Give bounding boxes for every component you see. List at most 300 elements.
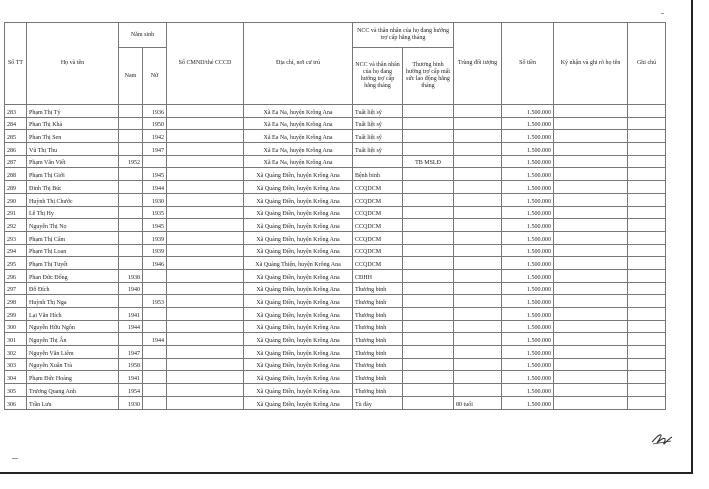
row-name: Nguyễn Xuân Trà — [27, 358, 119, 371]
row-birth-male: 1930 — [119, 396, 143, 409]
row-note — [628, 358, 666, 371]
row-note — [628, 269, 666, 282]
row-target — [454, 257, 502, 270]
row-amount: 1.500.000 — [502, 257, 554, 270]
row-address: Xã Quảng Điền, huyện Krông Ana — [244, 244, 353, 257]
row-amount: 1.500.000 — [502, 244, 554, 257]
row-birth-female: 1939 — [143, 231, 167, 244]
row-name: Nguyễn Thị Nọ — [27, 219, 119, 232]
row-note — [628, 244, 666, 257]
row-tb — [403, 231, 454, 244]
row-address: Xã Ea Na, huyện Krông Ana — [244, 130, 353, 143]
row-id — [167, 155, 244, 168]
table-row — [5, 143, 666, 156]
row-target — [454, 130, 502, 143]
row-note — [628, 231, 666, 244]
row-number: 303 — [5, 358, 27, 371]
row-birth-male: 1940 — [119, 282, 143, 295]
row-ncc: CCQDCM — [353, 219, 403, 232]
row-target — [454, 295, 502, 308]
row-birth-male — [119, 117, 143, 130]
row-birth-female — [143, 155, 167, 168]
row-number: 304 — [5, 371, 27, 384]
row-id — [167, 181, 244, 194]
signature-mark — [650, 428, 674, 448]
row-signature — [554, 358, 628, 371]
row-amount: 1.500.000 — [502, 282, 554, 295]
row-ncc: Thương binh — [353, 333, 403, 346]
row-signature — [554, 130, 628, 143]
row-tb — [403, 269, 454, 282]
row-birth-female: 1947 — [143, 143, 167, 156]
row-amount: 1.500.000 — [502, 320, 554, 333]
row-number: 295 — [5, 257, 27, 270]
row-name: Phạm Văn Viết — [27, 155, 119, 168]
row-note — [628, 257, 666, 270]
row-birth-female — [143, 384, 167, 397]
row-number: 299 — [5, 308, 27, 321]
row-tb — [403, 130, 454, 143]
header-sign: Ký nhận và ghi rõ họ tên — [554, 23, 628, 105]
row-name: Huỳnh Thị Chước — [27, 193, 119, 206]
row-signature — [554, 206, 628, 219]
row-tb — [403, 333, 454, 346]
row-ncc: Thương binh — [353, 358, 403, 371]
row-birth-female: 1945 — [143, 168, 167, 181]
table-row — [5, 105, 666, 118]
row-target — [454, 117, 502, 130]
row-signature — [554, 396, 628, 409]
row-amount: 1.500.000 — [502, 117, 554, 130]
row-name: Nguyễn Thị Ân — [27, 333, 119, 346]
row-signature — [554, 257, 628, 270]
row-target — [454, 168, 502, 181]
row-ncc: Thương binh — [353, 308, 403, 321]
row-name: Phạm Đức Hoàng — [27, 371, 119, 384]
row-birth-male — [119, 333, 143, 346]
row-address: Xã Quảng Điền, huyện Krông Ana — [244, 193, 353, 206]
row-address: Xã Quảng Điền, huyện Krông Ana — [244, 295, 353, 308]
row-target — [454, 320, 502, 333]
row-number: 296 — [5, 269, 27, 282]
row-amount: 1.500.000 — [502, 143, 554, 156]
row-amount: 1.500.000 — [502, 130, 554, 143]
row-name: Lại Văn Hích — [27, 308, 119, 321]
row-name: Đinh Thị Bút — [27, 181, 119, 194]
row-signature — [554, 193, 628, 206]
row-birth-male — [119, 257, 143, 270]
row-amount: 1.500.000 — [502, 155, 554, 168]
row-id — [167, 333, 244, 346]
row-tb — [403, 193, 454, 206]
row-target — [454, 143, 502, 156]
row-number: 288 — [5, 168, 27, 181]
row-address: Xã Quảng Điền, huyện Krông Ana — [244, 308, 353, 321]
row-tb — [403, 257, 454, 270]
row-tb — [403, 308, 454, 321]
row-id — [167, 384, 244, 397]
row-id — [167, 371, 244, 384]
row-target — [454, 193, 502, 206]
row-number: 291 — [5, 206, 27, 219]
table-row — [5, 193, 666, 206]
header-id: Số CMND/thẻ CCCD — [167, 23, 244, 105]
row-birth-male — [119, 105, 143, 118]
row-note — [628, 155, 666, 168]
row-name: Huỳnh Thị Nga — [27, 295, 119, 308]
table-row — [5, 346, 666, 359]
row-target — [454, 371, 502, 384]
row-birth-female — [143, 269, 167, 282]
row-signature — [554, 333, 628, 346]
row-tb — [403, 117, 454, 130]
header-ncc: NCC và thân nhân của họ đang hưởng trợ cấp hằng tháng — [353, 48, 403, 105]
row-id — [167, 358, 244, 371]
row-name: Phạm Thị Cẩm — [27, 231, 119, 244]
row-address: Xã Quảng Điền, huyện Krông Ana — [244, 231, 353, 244]
row-birth-female: 1936 — [143, 105, 167, 118]
row-signature — [554, 181, 628, 194]
row-tb — [403, 168, 454, 181]
row-ncc: CCQDCM — [353, 231, 403, 244]
row-id — [167, 282, 244, 295]
row-number: 298 — [5, 295, 27, 308]
row-ncc: CCQDCM — [353, 244, 403, 257]
header-amount: Số tiền — [502, 23, 554, 105]
table-header — [5, 23, 666, 105]
row-note — [628, 143, 666, 156]
row-name: Phan Thị Khá — [27, 117, 119, 130]
row-address: Xã Quảng Điền, huyện Krông Ana — [244, 282, 353, 295]
row-number: 287 — [5, 155, 27, 168]
row-ncc: Tù đày — [353, 396, 403, 409]
row-name: Trần Lưu — [27, 396, 119, 409]
row-note — [628, 193, 666, 206]
row-signature — [554, 346, 628, 359]
table-row — [5, 257, 666, 270]
table-row — [5, 130, 666, 143]
row-address: Xã Ea Na, huyện Krông Ana — [244, 143, 353, 156]
row-signature — [554, 244, 628, 257]
table-row — [5, 384, 666, 397]
row-note — [628, 308, 666, 321]
row-amount: 1.500.000 — [502, 193, 554, 206]
row-name: Phạm Thị Tý — [27, 105, 119, 118]
row-ncc: CCQDCM — [353, 206, 403, 219]
row-birth-female: 1946 — [143, 257, 167, 270]
row-number: 293 — [5, 231, 27, 244]
row-birth-male — [119, 168, 143, 181]
row-address: Xã Quảng Điền, huyện Krông Ana — [244, 358, 353, 371]
row-birth-male — [119, 181, 143, 194]
row-note — [628, 130, 666, 143]
row-target — [454, 219, 502, 232]
row-ncc: Tuất liệt sỹ — [353, 130, 403, 143]
row-birth-male: 1941 — [119, 371, 143, 384]
row-target — [454, 181, 502, 194]
beneficiary-table — [4, 22, 666, 410]
row-amount: 1.500.000 — [502, 168, 554, 181]
row-number: 283 — [5, 105, 27, 118]
row-tb — [403, 396, 454, 409]
row-target — [454, 282, 502, 295]
row-birth-male: 1938 — [119, 269, 143, 282]
row-name: Trương Quang Anh — [27, 384, 119, 397]
table-body — [5, 105, 666, 410]
row-birth-male: 1941 — [119, 308, 143, 321]
row-ncc: CCQDCM — [353, 181, 403, 194]
row-name: Phạm Thị Tuyết — [27, 257, 119, 270]
row-address: Xã Quảng Điền, huyện Krông Ana — [244, 219, 353, 232]
row-tb — [403, 320, 454, 333]
row-number: 297 — [5, 282, 27, 295]
row-tb — [403, 143, 454, 156]
row-signature — [554, 155, 628, 168]
row-birth-female: 1945 — [143, 219, 167, 232]
table-row — [5, 206, 666, 219]
row-id — [167, 206, 244, 219]
row-birth-female: 1930 — [143, 193, 167, 206]
page-frame-right — [691, 0, 693, 474]
row-number: 305 — [5, 384, 27, 397]
row-birth-female — [143, 396, 167, 409]
row-birth-male — [119, 244, 143, 257]
row-number: 290 — [5, 193, 27, 206]
row-tb — [403, 346, 454, 359]
row-tb — [403, 295, 454, 308]
row-name: Phạm Thị Loan — [27, 244, 119, 257]
row-id — [167, 257, 244, 270]
row-birth-male — [119, 295, 143, 308]
table-row — [5, 269, 666, 282]
row-number: 289 — [5, 181, 27, 194]
row-name: Phan Đức Đống — [27, 269, 119, 282]
row-note — [628, 117, 666, 130]
scan-speck — [661, 13, 664, 14]
row-name: Phạm Thị Giới — [27, 168, 119, 181]
row-target — [454, 155, 502, 168]
row-tb — [403, 244, 454, 257]
row-name: Vũ Thị Thu — [27, 143, 119, 156]
row-note — [628, 105, 666, 118]
row-ncc: CCQDCM — [353, 193, 403, 206]
row-id — [167, 105, 244, 118]
row-ncc: Thương binh — [353, 384, 403, 397]
table-row — [5, 117, 666, 130]
row-address: Xã Quảng Điền, huyện Krông Ana — [244, 320, 353, 333]
row-signature — [554, 384, 628, 397]
row-ncc: Tuất liệt sỹ — [353, 143, 403, 156]
row-tb — [403, 206, 454, 219]
row-amount: 1.500.000 — [502, 333, 554, 346]
row-ncc: Tuất liệt sỹ — [353, 105, 403, 118]
header-stt: Số TT — [5, 23, 27, 105]
row-ncc: Thương binh — [353, 320, 403, 333]
row-note — [628, 282, 666, 295]
row-id — [167, 117, 244, 130]
row-tb — [403, 371, 454, 384]
row-signature — [554, 117, 628, 130]
row-note — [628, 396, 666, 409]
row-id — [167, 143, 244, 156]
row-id — [167, 269, 244, 282]
row-target — [454, 333, 502, 346]
row-tb — [403, 105, 454, 118]
beneficiary-table-section — [4, 22, 665, 410]
row-ncc: CCQDCM — [353, 257, 403, 270]
row-note — [628, 320, 666, 333]
row-ncc: Tuất liệt sỹ — [353, 117, 403, 130]
row-tb — [403, 384, 454, 397]
row-birth-male: 1954 — [119, 384, 143, 397]
row-amount: 1.500.000 — [502, 105, 554, 118]
row-amount: 1.500.000 — [502, 308, 554, 321]
row-tb — [403, 181, 454, 194]
row-name: Nguyễn Văn Liêm — [27, 346, 119, 359]
row-amount: 1.500.000 — [502, 295, 554, 308]
header-address: Địa chỉ, nơi cư trú — [244, 23, 353, 105]
row-number: 292 — [5, 219, 27, 232]
row-birth-male: 1947 — [119, 346, 143, 359]
row-amount: 1.500.000 — [502, 181, 554, 194]
row-address: Xã Quảng Điền, huyện Krông Ana — [244, 206, 353, 219]
table-row — [5, 320, 666, 333]
row-target — [454, 308, 502, 321]
header-ncc-group: NCC và thân nhân của họ đang hưởng trợ cấp hằng tháng — [353, 23, 454, 48]
row-id — [167, 295, 244, 308]
row-address: Xã Ea Na, huyện Krông Ana — [244, 105, 353, 118]
row-birth-female — [143, 346, 167, 359]
row-amount: 1.500.000 — [502, 269, 554, 282]
row-amount: 1.500.000 — [502, 219, 554, 232]
row-id — [167, 320, 244, 333]
row-amount: 1.500.000 — [502, 231, 554, 244]
table-row — [5, 181, 666, 194]
table-row — [5, 155, 666, 168]
row-signature — [554, 219, 628, 232]
row-signature — [554, 168, 628, 181]
row-note — [628, 206, 666, 219]
row-birth-female: 1935 — [143, 206, 167, 219]
row-birth-female — [143, 282, 167, 295]
row-birth-male — [119, 231, 143, 244]
row-number: 285 — [5, 130, 27, 143]
table-row — [5, 219, 666, 232]
row-address: Xã Quảng Điền, huyện Krông Ana — [244, 346, 353, 359]
row-id — [167, 130, 244, 143]
row-birth-male — [119, 130, 143, 143]
row-target — [454, 105, 502, 118]
row-birth-male — [119, 193, 143, 206]
row-target: 80 tuổi — [454, 396, 502, 409]
row-note — [628, 219, 666, 232]
row-number: 302 — [5, 346, 27, 359]
row-address: Xã Ea Na, huyện Krông Ana — [244, 155, 353, 168]
row-birth-male: 1958 — [119, 358, 143, 371]
row-id — [167, 396, 244, 409]
row-signature — [554, 295, 628, 308]
row-id — [167, 244, 244, 257]
row-birth-female: 1944 — [143, 181, 167, 194]
header-note: Ghi chú — [628, 23, 666, 105]
row-number: 306 — [5, 396, 27, 409]
row-note — [628, 346, 666, 359]
row-ncc: Thương binh — [353, 371, 403, 384]
table-row — [5, 371, 666, 384]
row-id — [167, 219, 244, 232]
row-ncc: CĐHH — [353, 269, 403, 282]
row-birth-male: 1952 — [119, 155, 143, 168]
row-birth-female: 1939 — [143, 244, 167, 257]
row-address: Xã Quảng Thiện, huyện Krông Ana — [244, 257, 353, 270]
row-note — [628, 371, 666, 384]
row-ncc: Thương binh — [353, 282, 403, 295]
row-birth-female — [143, 358, 167, 371]
row-ncc — [353, 155, 403, 168]
row-ncc: Thương binh — [353, 295, 403, 308]
table-row — [5, 308, 666, 321]
row-id — [167, 168, 244, 181]
row-tb — [403, 219, 454, 232]
table-row — [5, 295, 666, 308]
row-amount: 1.500.000 — [502, 358, 554, 371]
row-birth-male — [119, 206, 143, 219]
table-row — [5, 231, 666, 244]
row-target — [454, 358, 502, 371]
row-id — [167, 231, 244, 244]
row-birth-female: 1953 — [143, 295, 167, 308]
row-number: 301 — [5, 333, 27, 346]
header-birth-year: Năm sinh — [119, 23, 167, 48]
row-target — [454, 206, 502, 219]
row-target — [454, 384, 502, 397]
row-birth-male — [119, 219, 143, 232]
page-margin — [0, 474, 709, 489]
row-number: 284 — [5, 117, 27, 130]
row-ncc: Thương binh — [353, 346, 403, 359]
row-address: Xã Quảng Điền, huyện Krông Ana — [244, 384, 353, 397]
row-signature — [554, 282, 628, 295]
table-row — [5, 396, 666, 409]
row-signature — [554, 143, 628, 156]
row-address: Xã Quảng Điền, huyện Krông Ana — [244, 181, 353, 194]
row-signature — [554, 231, 628, 244]
row-amount: 1.500.000 — [502, 396, 554, 409]
row-amount: 1.500.000 — [502, 206, 554, 219]
row-birth-female — [143, 308, 167, 321]
row-birth-female — [143, 371, 167, 384]
header-target: Trùng đối tượng — [454, 23, 502, 105]
row-signature — [554, 320, 628, 333]
table-row — [5, 282, 666, 295]
row-address: Xã Quảng Điền, huyện Krông Ana — [244, 168, 353, 181]
row-tb — [403, 358, 454, 371]
row-name: Lê Thị Hy — [27, 206, 119, 219]
row-tb — [403, 282, 454, 295]
row-note — [628, 295, 666, 308]
row-target — [454, 231, 502, 244]
row-signature — [554, 105, 628, 118]
row-signature — [554, 269, 628, 282]
header-male: Nam — [119, 48, 143, 105]
row-amount: 1.500.000 — [502, 346, 554, 359]
row-target — [454, 346, 502, 359]
table-row — [5, 358, 666, 371]
row-tb: TB MSLĐ — [403, 155, 454, 168]
row-note — [628, 168, 666, 181]
header-tb: Thương binh hưởng trợ cấp mất sức lao động hằng tháng — [403, 48, 454, 105]
table-row — [5, 244, 666, 257]
